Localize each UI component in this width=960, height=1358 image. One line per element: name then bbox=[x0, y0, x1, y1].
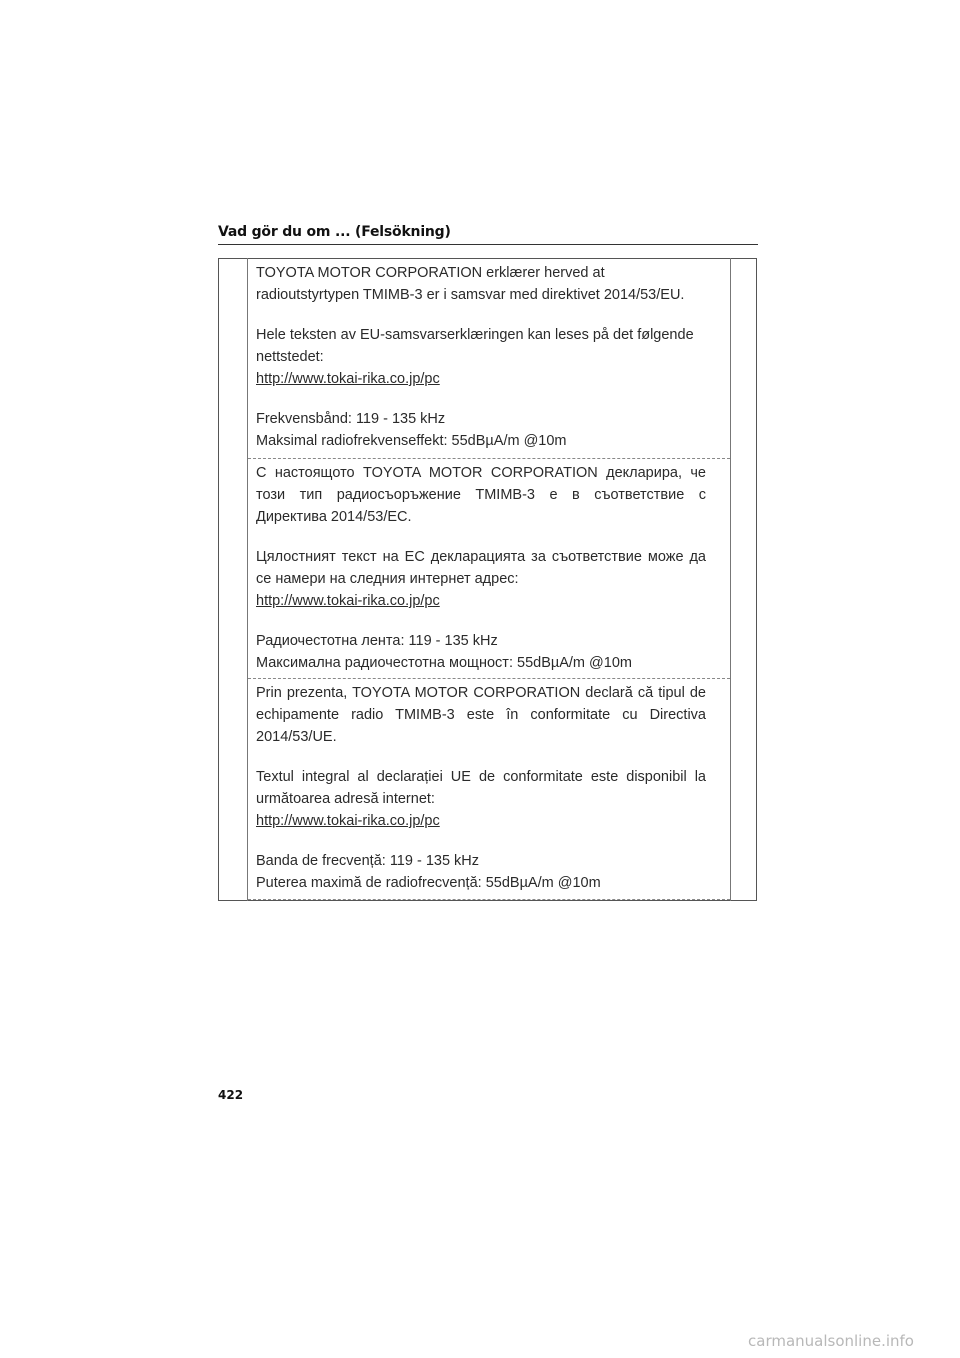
declaration-text: TOYOTA MOTOR CORPORATION erklærer herved at radioutstyrtypen TMIMB-3 er i samsvar med direktivet 2014/53/EU. bbox=[256, 265, 685, 303]
declaration-block-bulgarian bbox=[256, 462, 706, 674]
header-rule bbox=[218, 244, 758, 245]
section-divider bbox=[248, 678, 730, 679]
fulltext-note: Цялостният текст на ЕС декларацията за съответствие може да се намери на следния интернет адрес: bbox=[256, 549, 706, 587]
max-power: Maksimal radiofrekvenseffekt: 55dBµA/m @10m bbox=[256, 433, 567, 449]
page-number: 422 bbox=[218, 1088, 244, 1102]
declaration-link[interactable]: http://www.tokai-rika.co.jp/pc bbox=[256, 371, 440, 387]
frequency-band: Banda de frecvență: 119 - 135 kHz bbox=[256, 853, 480, 869]
table-inner-left-border bbox=[247, 258, 248, 901]
declaration-block-norwegian bbox=[256, 262, 706, 452]
table-inner-right-border bbox=[730, 258, 731, 901]
section-header: Vad gör du om ... (Felsökning) bbox=[218, 224, 451, 240]
declaration-text: С настоящото TOYOTA MOTOR CORPORATION декларира, че този тип радиосъоръжение TMIMB-3 е в съответствие с Директива 2014/53/ЕС. bbox=[256, 465, 706, 525]
declaration-link[interactable]: http://www.tokai-rika.co.jp/pc bbox=[256, 593, 440, 609]
declaration-block-romanian bbox=[256, 682, 706, 894]
section-divider bbox=[248, 899, 730, 900]
max-power: Puterea maximă de radiofrecvență: 55dBµA/m @10m bbox=[256, 875, 601, 891]
max-power: Максимална радиочестотна мощност: 55dBµA/m @10m bbox=[256, 655, 632, 671]
declaration-text: Prin prezenta, TOYOTA MOTOR CORPORATION declară că tipul de echipamente radio TMIMB-3 este în conformitate cu Directiva 2014/53/UE. bbox=[256, 685, 706, 745]
section-divider bbox=[248, 458, 730, 459]
watermark: carmanualsonline.info bbox=[748, 1332, 914, 1350]
frequency-band: Frekvensbånd: 119 - 135 kHz bbox=[256, 411, 446, 427]
declaration-link[interactable]: http://www.tokai-rika.co.jp/pc bbox=[256, 813, 440, 829]
fulltext-note: Hele teksten av EU-samsvarserklæringen kan leses på det følgende nettstedet: bbox=[256, 327, 694, 365]
fulltext-note: Textul integral al declarației UE de conformitate este disponibil la următoarea adresă internet: bbox=[256, 769, 706, 807]
frequency-band: Радиочестотна лента: 119 - 135 kHz bbox=[256, 633, 498, 649]
